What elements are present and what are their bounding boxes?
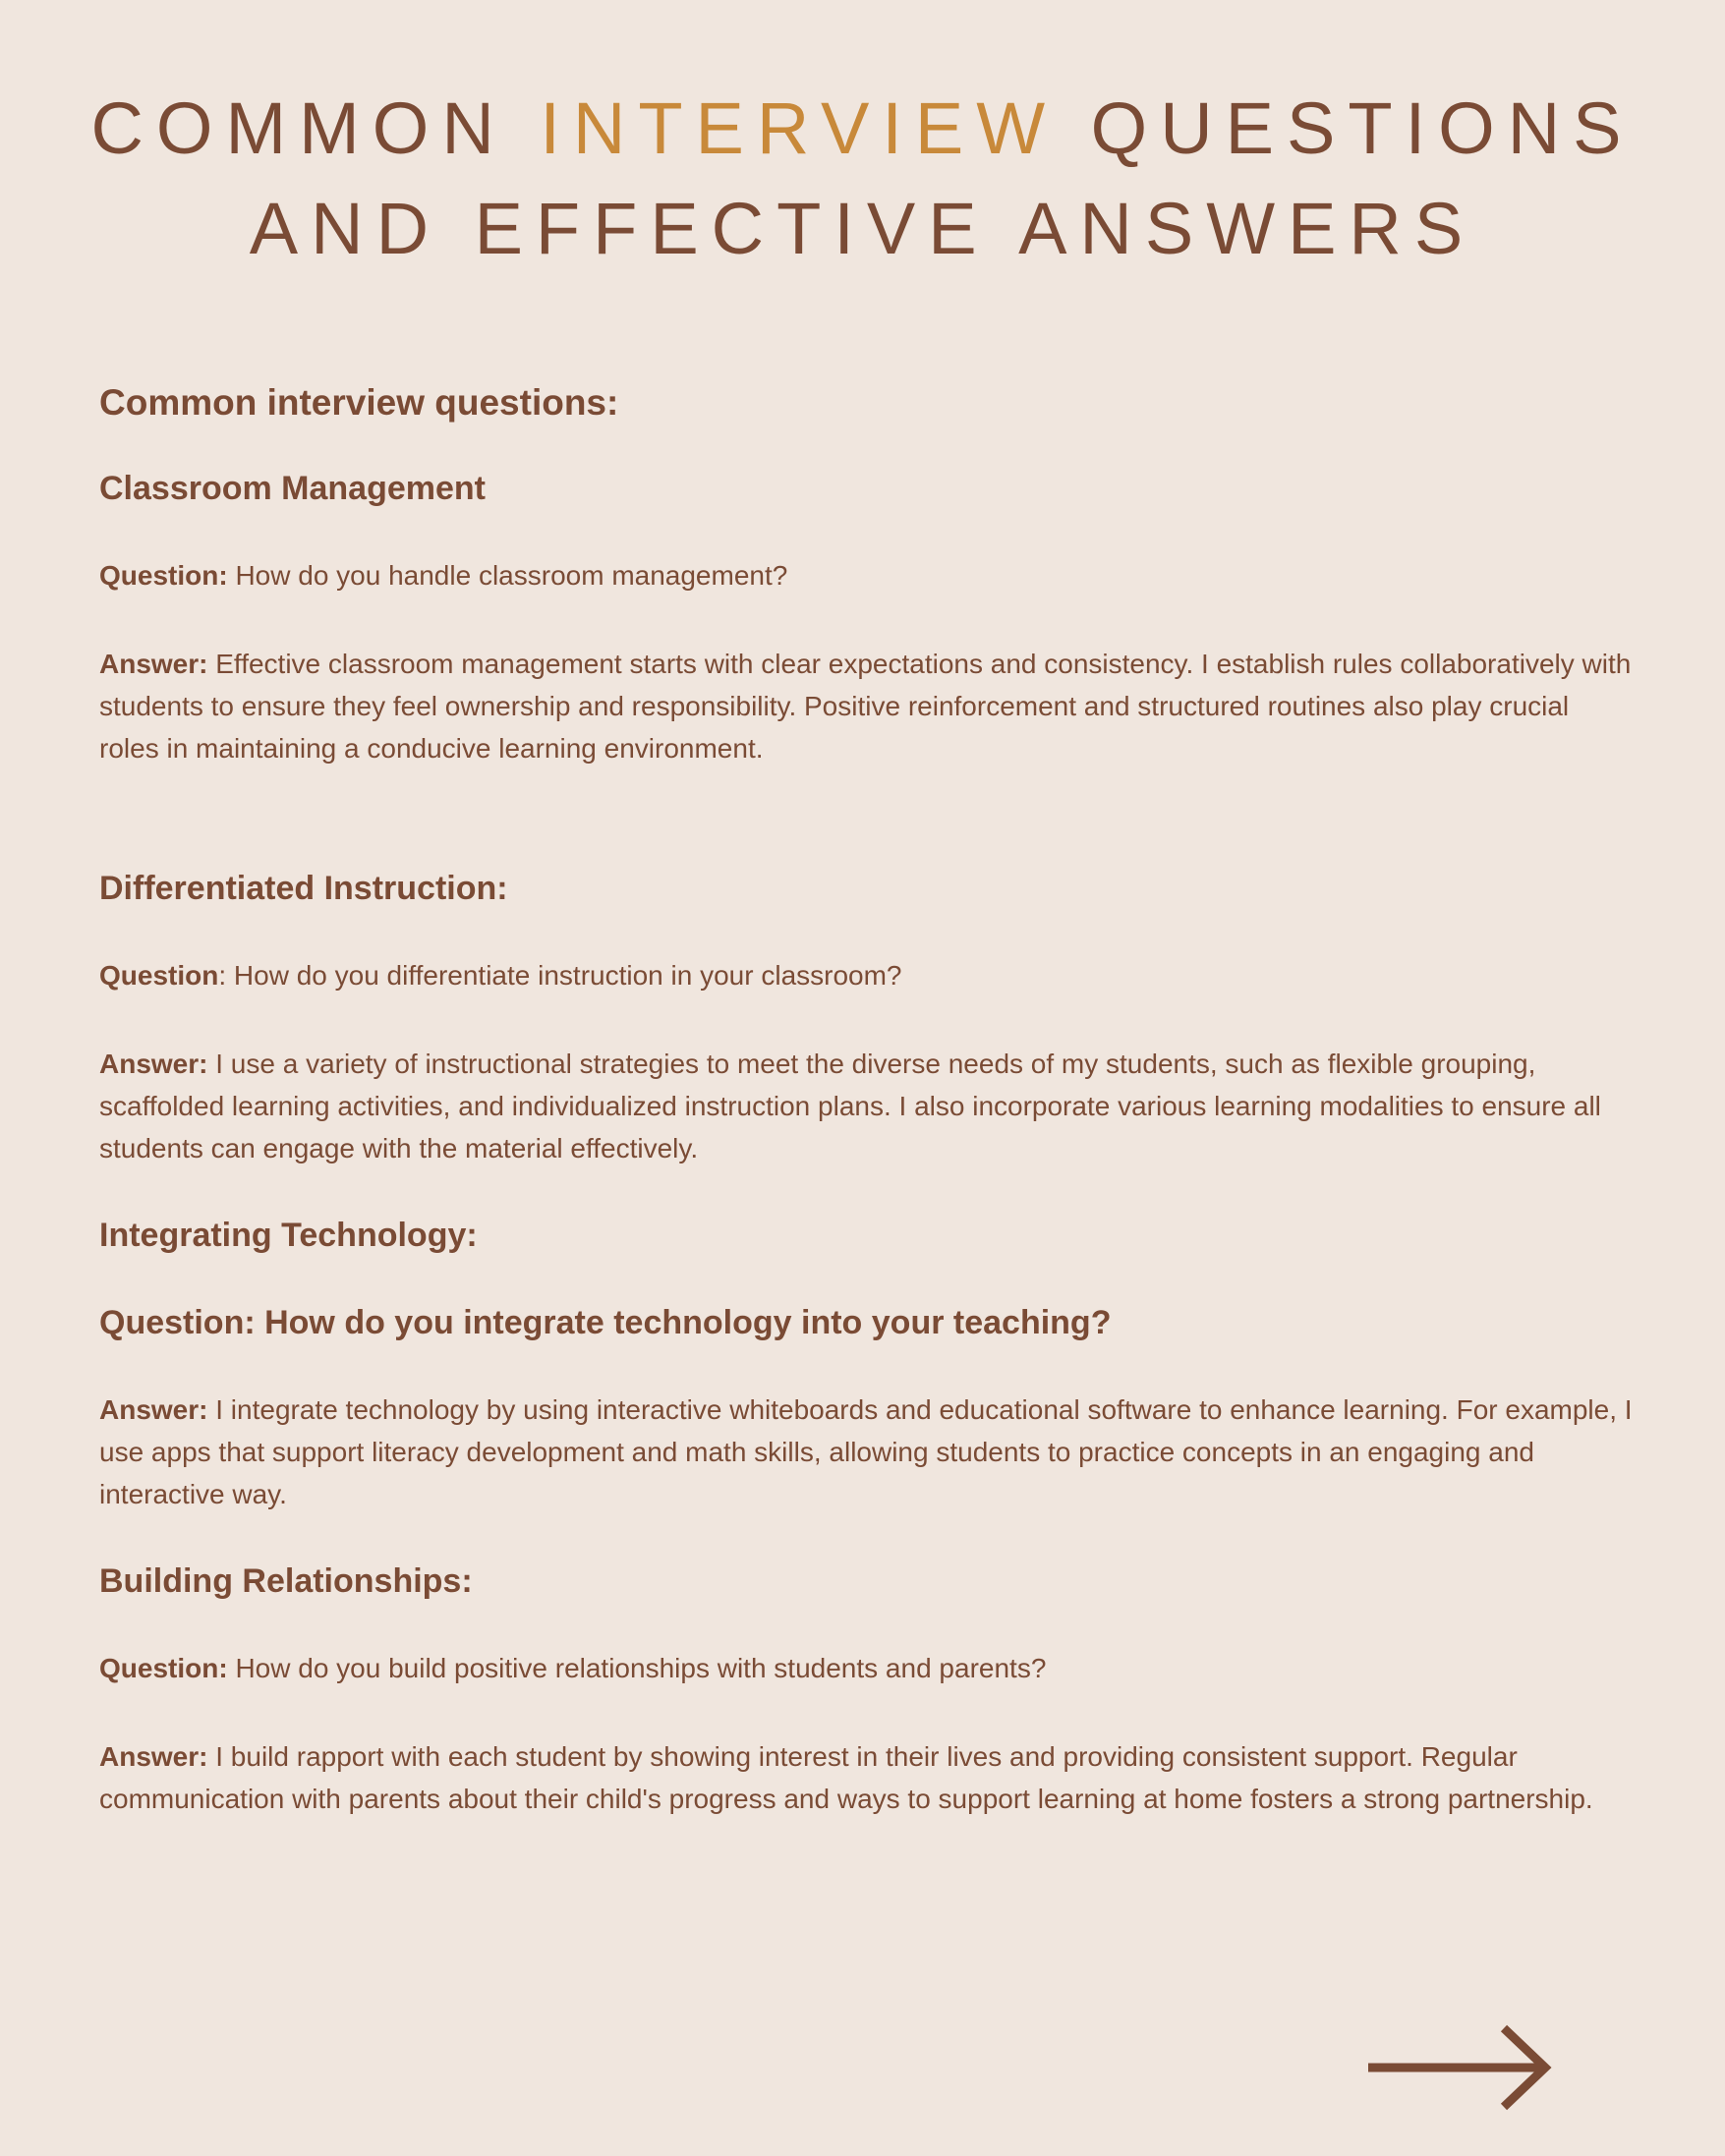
answer-text: I integrate technology by using interactive whiteboards and educational software to enhance learning. For example, I use apps that support literacy development and math skills, allowing students to practice concepts in an engaging and interactive way. [99, 1394, 1633, 1509]
answer-classroom-management [99, 643, 1633, 769]
answer-building-relationships [99, 1735, 1633, 1820]
heading-integrating-technology: Integrating Technology: [99, 1217, 478, 1254]
answer-integrating-technology [99, 1389, 1633, 1515]
content [99, 381, 1633, 1820]
heading-building-relationships: Building Relationships: [99, 1562, 473, 1600]
title-post: QUESTIONS [1058, 87, 1635, 169]
question-classroom-management [99, 554, 1633, 596]
heading-classroom-management: Classroom Management [99, 470, 486, 507]
question-text: How do you build positive relationships with students and parents? [227, 1653, 1047, 1683]
question-building-relationships [99, 1647, 1633, 1689]
answer-label: Answer: [99, 649, 208, 679]
arrow-right-icon[interactable] [1364, 2022, 1557, 2113]
title-accent: INTERVIEW [540, 87, 1059, 169]
question-text: : How do you differentiate instruction in your classroom? [218, 960, 902, 991]
answer-label: Answer: [99, 1394, 208, 1425]
answer-text: Effective classroom management starts with clear expectations and consistency. I establish rules collaboratively with students to ensure they feel ownership and responsibility. Positive reinforcement and structured routines also play crucial roles in maintaining a conducive learning environment. [99, 649, 1632, 764]
answer-text: I use a variety of instructional strategies to meet the diverse needs of my students, such as flexible grouping, scaffolded learning activities, and individualized instruction plans. I also incorporate various learning modalities to ensure all students can engage with the material effectively. [99, 1049, 1601, 1163]
page-title [0, 79, 1725, 279]
question-text: How do you handle classroom management? [227, 560, 788, 591]
title-line-1 [90, 87, 1634, 169]
title-pre: COMMON [90, 87, 541, 169]
answer-text: I build rapport with each student by showing interest in their lives and providing consistent support. Regular communication with parents about their child's progress and ways to support learning at home fosters a strong partnership. [99, 1741, 1593, 1814]
heading-differentiated-instruction: Differentiated Instruction: [99, 870, 508, 907]
answer-label: Answer: [99, 1049, 208, 1079]
title-line-2: AND EFFECTIVE ANSWERS [249, 188, 1476, 269]
question-label: Question: [99, 1653, 228, 1683]
question-label: Question: [99, 560, 228, 591]
answer-label: Answer: [99, 1741, 208, 1772]
question-label: Question [99, 960, 219, 991]
question-integrating-technology: Question: How do you integrate technology into your teaching? [99, 1304, 1112, 1341]
question-differentiated-instruction [99, 954, 1633, 996]
answer-differentiated-instruction [99, 1043, 1633, 1169]
section-heading: Common interview questions: [99, 382, 619, 423]
